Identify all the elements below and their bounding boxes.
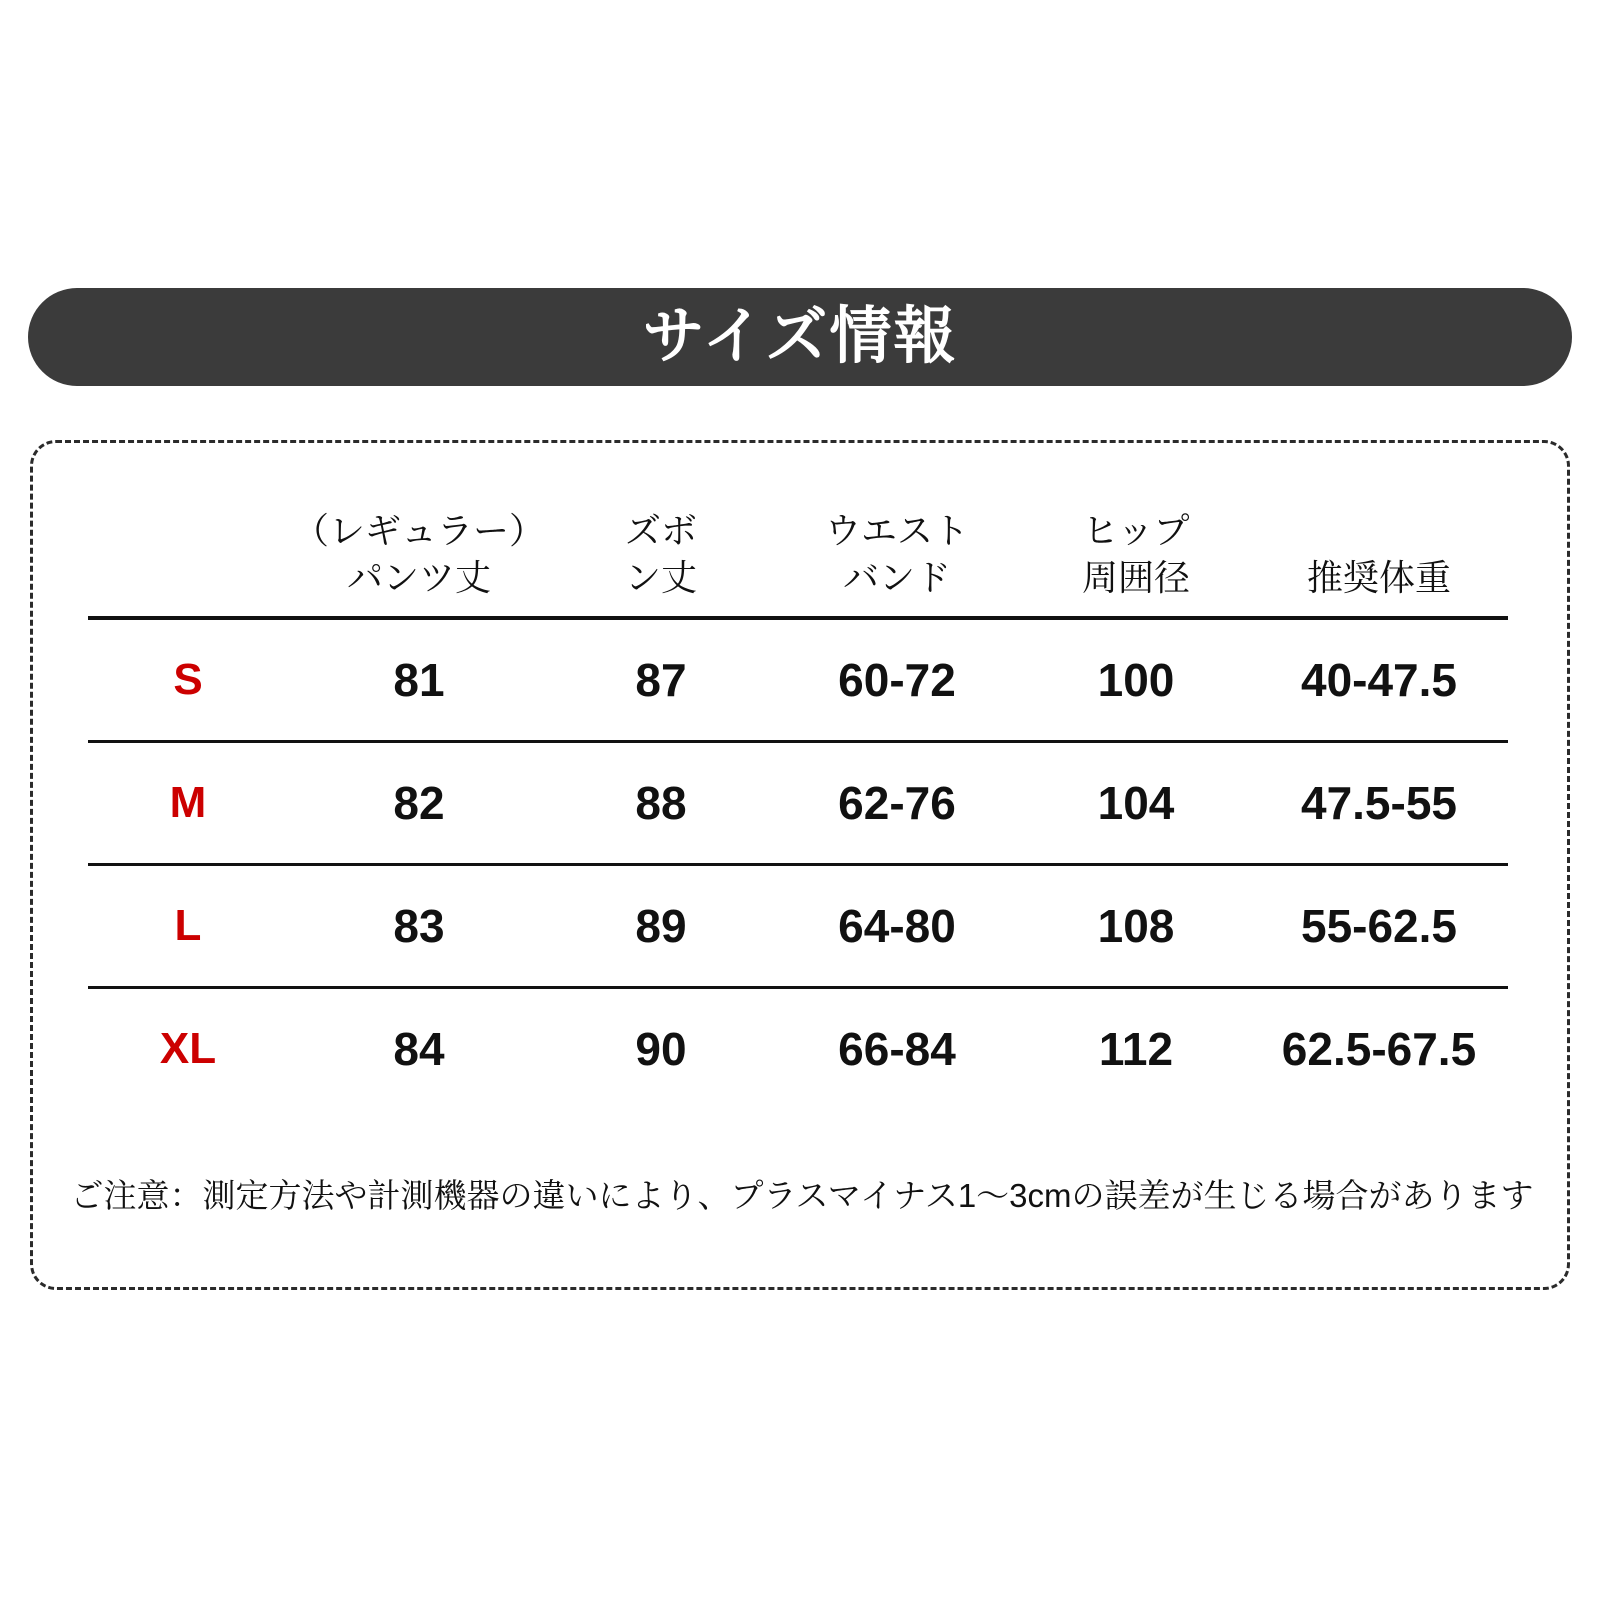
table-header-row xyxy=(88,508,1508,618)
cell-weight: 62.5-67.5 xyxy=(1281,1022,1477,1075)
column-header-trouser-length-line2: ン丈 xyxy=(624,556,697,598)
table-row xyxy=(88,987,1508,1109)
cell-pants-length: 82 xyxy=(288,741,550,864)
column-header-size xyxy=(88,508,288,618)
cell-waistband: 60-72 xyxy=(772,618,1022,742)
column-header-waistband-line2: バンド xyxy=(842,556,951,598)
cell-weight: 47.5-55 xyxy=(1250,741,1508,864)
column-header-hip-line1: ヒップ xyxy=(1082,510,1190,551)
table-row xyxy=(88,618,1508,742)
cell-waistband: 66-84 xyxy=(838,1022,956,1075)
cell-size: L xyxy=(88,864,288,987)
cell-size: M xyxy=(88,741,288,864)
cell-hip: 100 xyxy=(1022,618,1250,742)
cell-trouser-length: 88 xyxy=(550,741,772,864)
cell-trouser-length: 89 xyxy=(550,864,772,987)
cell-weight: 55-62.5 xyxy=(1250,864,1508,987)
page-title: サイズ情報 xyxy=(642,302,958,371)
column-header-trouser-length-line1: ズボ xyxy=(624,510,697,551)
cell-hip: 108 xyxy=(1022,864,1250,987)
column-header-weight xyxy=(1250,508,1508,618)
table-row xyxy=(88,741,1508,864)
column-header-weight-line2: 推奨体重 xyxy=(1306,556,1451,598)
table-header xyxy=(88,508,1508,618)
column-header-waistband xyxy=(772,508,1022,618)
cell-weight: 40-47.5 xyxy=(1250,618,1508,742)
cell-waistband: 62-76 xyxy=(772,741,1022,864)
cell-size: XL xyxy=(159,1023,217,1073)
size-table-wrapper xyxy=(88,508,1508,1109)
cell-hip: 104 xyxy=(1022,741,1250,864)
table-row xyxy=(88,864,1508,987)
column-header-pants-length xyxy=(288,508,550,618)
cell-pants-length: 84 xyxy=(393,1022,445,1075)
column-header-trouser-length xyxy=(550,508,772,618)
column-header-pants-length-line1: （レギュラー） xyxy=(292,510,545,551)
cell-waistband: 64-80 xyxy=(772,864,1022,987)
cell-size: S xyxy=(88,618,288,742)
column-header-pants-length-line2: パンツ丈 xyxy=(346,556,491,598)
cell-trouser-length: 87 xyxy=(550,618,772,742)
cell-trouser-length: 90 xyxy=(635,1022,687,1075)
column-header-hip-line2: 周囲径 xyxy=(1081,556,1190,598)
cell-pants-length: 81 xyxy=(288,618,550,742)
cell-pants-length: 83 xyxy=(288,864,550,987)
cell-hip: 112 xyxy=(1098,1022,1174,1075)
table-body xyxy=(88,618,1508,1109)
column-header-waistband-line1: ウエスト xyxy=(824,510,969,551)
column-header-hip xyxy=(1022,508,1250,618)
size-table xyxy=(88,508,1508,1109)
title-banner xyxy=(28,288,1572,386)
measurement-note: ご注意：測定方法や計測機器の違いにより、プラスマイナス1〜3cmの誤差が生じる場合があります xyxy=(70,1177,1534,1214)
